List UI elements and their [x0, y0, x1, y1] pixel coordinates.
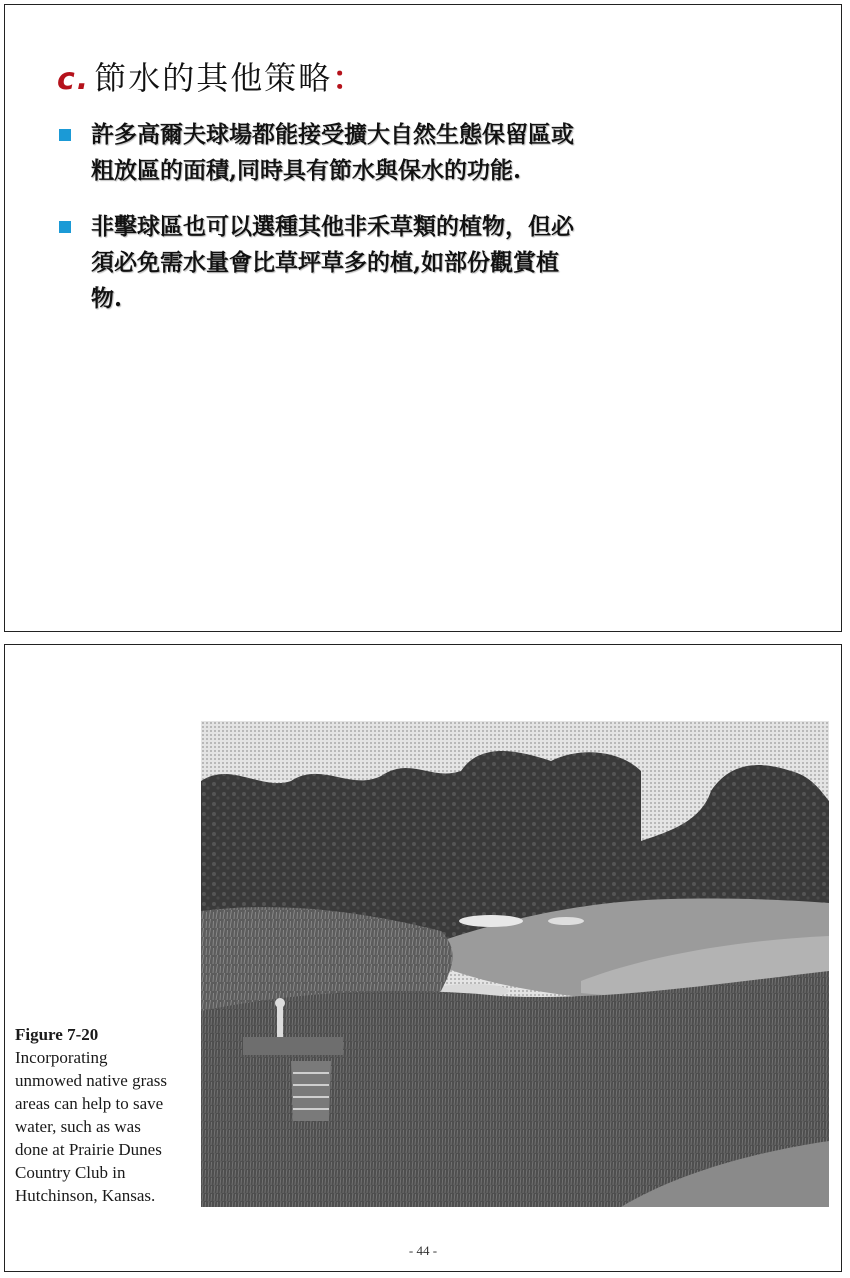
title-marker: c. — [57, 62, 91, 97]
slide-2 — [4, 644, 842, 1272]
bullet-line: 物. — [91, 285, 123, 312]
bullet-item — [55, 117, 695, 189]
bullet-square-icon — [59, 221, 71, 233]
bullet-line: 粗放區的面積,同時具有節水與保水的功能. — [91, 157, 522, 184]
caption-line: Country Club in — [15, 1163, 126, 1182]
bullet-square-icon — [59, 129, 71, 141]
caption-line: areas can help to save — [15, 1094, 164, 1113]
title-colon: ： — [332, 59, 367, 97]
title-text: 節水的其他策略 — [94, 59, 333, 97]
bullet-line: 非擊球區也可以選種其他非禾草類的植物，但必 — [91, 213, 574, 240]
bullet-line: 須必免需水量會比草坪草多的植,如部份觀賞植 — [91, 249, 560, 276]
slide-1 — [4, 4, 842, 632]
golf-course-photo — [201, 721, 829, 1207]
caption-line: water, such as was — [15, 1117, 141, 1136]
bullet-item — [55, 209, 695, 317]
figure-caption — [15, 1023, 195, 1207]
slide-title — [57, 53, 366, 99]
caption-line: unmowed native grass — [15, 1071, 168, 1090]
page-number: - 44 - — [408, 1243, 438, 1258]
figure-label: Figure 7-20 — [15, 1025, 99, 1044]
caption-line: Incorporating — [15, 1048, 108, 1067]
bullet-list — [55, 117, 695, 337]
caption-line: done at Prairie Dunes — [15, 1140, 162, 1159]
caption-line: Hutchinson, Kansas. — [15, 1186, 156, 1205]
bullet-line: 許多高爾夫球場都能接受擴大自然生態保留區或 — [91, 121, 574, 148]
